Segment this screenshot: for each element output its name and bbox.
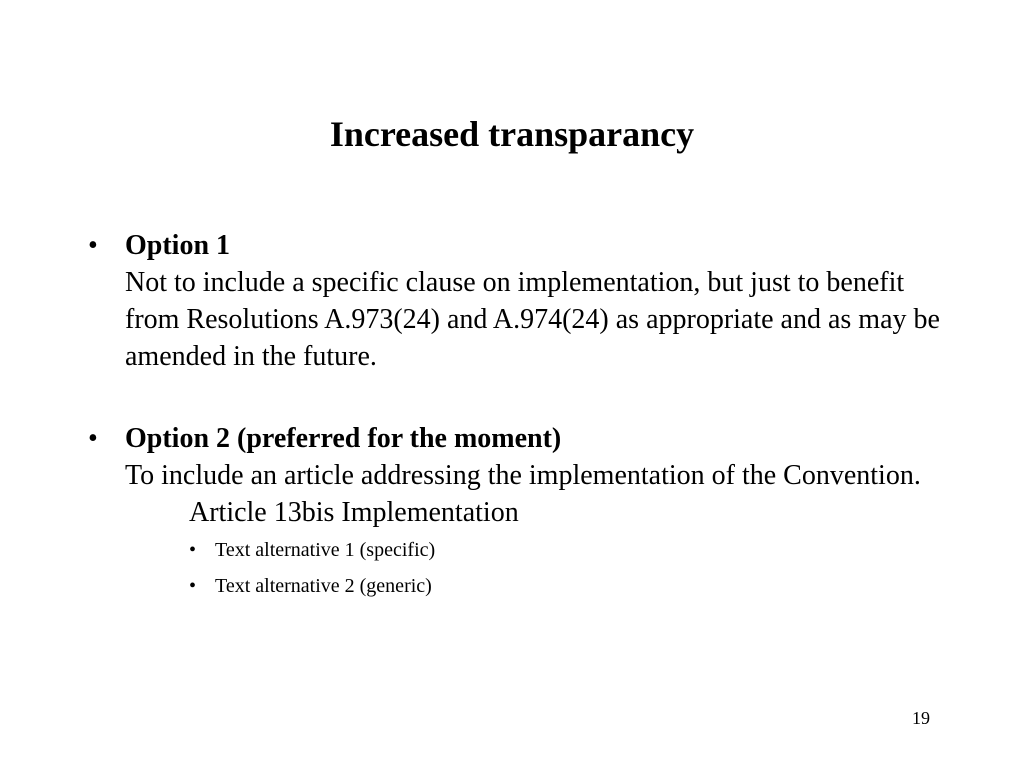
article-title: Article 13bis Implementation	[189, 497, 519, 528]
bullet-icon: •	[88, 230, 98, 261]
sub-list-item	[189, 537, 948, 563]
sub-bullet-icon: •	[189, 539, 197, 561]
option-1-heading: Option 1	[125, 230, 231, 261]
option-1-content	[125, 227, 948, 375]
option-2-text: To include an article addressing the implementation of the Convention.	[125, 460, 921, 491]
sub-item-text: Text alternative 1 (specific)	[215, 539, 436, 561]
sub-list-item	[189, 573, 948, 599]
bullet-icon: •	[88, 423, 98, 454]
option-2-content	[125, 420, 948, 599]
option-2-heading: Option 2 (preferred for the moment)	[125, 423, 562, 454]
sub-bullet-icon: •	[189, 575, 197, 597]
option-1-text: Not to include a specific clause on implementation, but just to benefit from Resolutions A.973(24) and A.974(24) as appropriate and as may be amended in the future.	[125, 267, 940, 372]
option-1-bullet	[88, 227, 948, 375]
slide-title: Increased transparancy	[329, 114, 695, 154]
sub-item-text: Text alternative 2 (generic)	[215, 575, 432, 597]
page-number: 19	[912, 708, 930, 728]
sub-list	[189, 537, 948, 599]
option-2-bullet	[88, 420, 948, 609]
